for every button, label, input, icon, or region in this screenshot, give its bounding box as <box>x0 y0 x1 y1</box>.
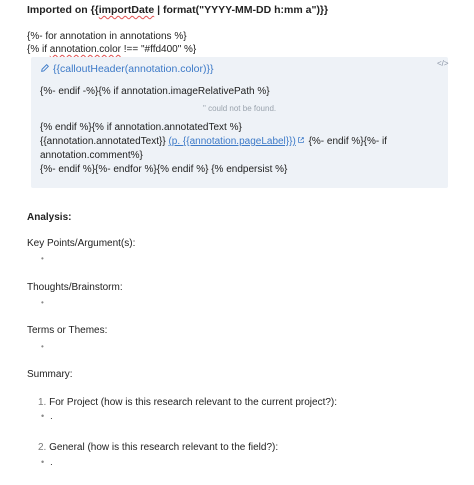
template-heading: Imported on {{importDate | format("YYYY-MM-DD h:mm a")}} <box>27 4 329 16</box>
summary-item-project: 1. For Project (how is this research relevant to the current project?): <box>38 397 338 408</box>
template-line-if-color: {% if annotation.color !== "#ffd400" %} <box>27 44 197 55</box>
callout-line-text: {{annotation.annotatedText}} (p. {{annotation.pageLabel}}) {%- endif %}{%- if <box>40 136 387 147</box>
summary-item-project-bullet: • . <box>41 411 53 421</box>
summary-item-general: 2. General (how is this research relevant to the field?): <box>38 442 279 453</box>
terms-label: Terms or Themes: <box>27 325 108 336</box>
bullet-empty: • <box>41 342 44 351</box>
callout-line-end: {%- endif %}{%- endfor %}{% endif %} {% endpersist %} <box>40 164 288 175</box>
external-link-icon[interactable] <box>297 136 305 144</box>
thoughts-label: Thoughts/Brainstorm: <box>27 282 123 293</box>
callout-line-comment: annotation.comment%} <box>40 150 143 161</box>
template-line-for: {%- for annotation in annotations %} <box>27 31 187 42</box>
pencil-icon <box>40 63 50 73</box>
key-points-label: Key Points/Argument(s): <box>27 238 136 249</box>
analysis-heading: Analysis: <box>27 212 72 223</box>
bullet-empty: • <box>41 254 44 263</box>
callout-line-image: {%- endif -%}{% if annotation.imageRelativePath %} <box>40 86 270 97</box>
bullet-empty: • <box>41 298 44 307</box>
code-icon[interactable]: </> <box>437 59 449 68</box>
callout-header[interactable]: {{calloutHeader(annotation.color)}} <box>40 63 214 75</box>
image-not-found-text: " could not be found. <box>203 104 277 113</box>
summary-label: Summary: <box>27 369 73 380</box>
summary-item-general-bullet: • . <box>41 457 53 467</box>
page-label-link[interactable]: (p. {{annotation.pageLabel}}) <box>168 136 296 147</box>
importdate-token: importDate <box>98 4 155 16</box>
callout-line-annotated: {% endif %}{% if annotation.annotatedText %} <box>40 122 242 133</box>
